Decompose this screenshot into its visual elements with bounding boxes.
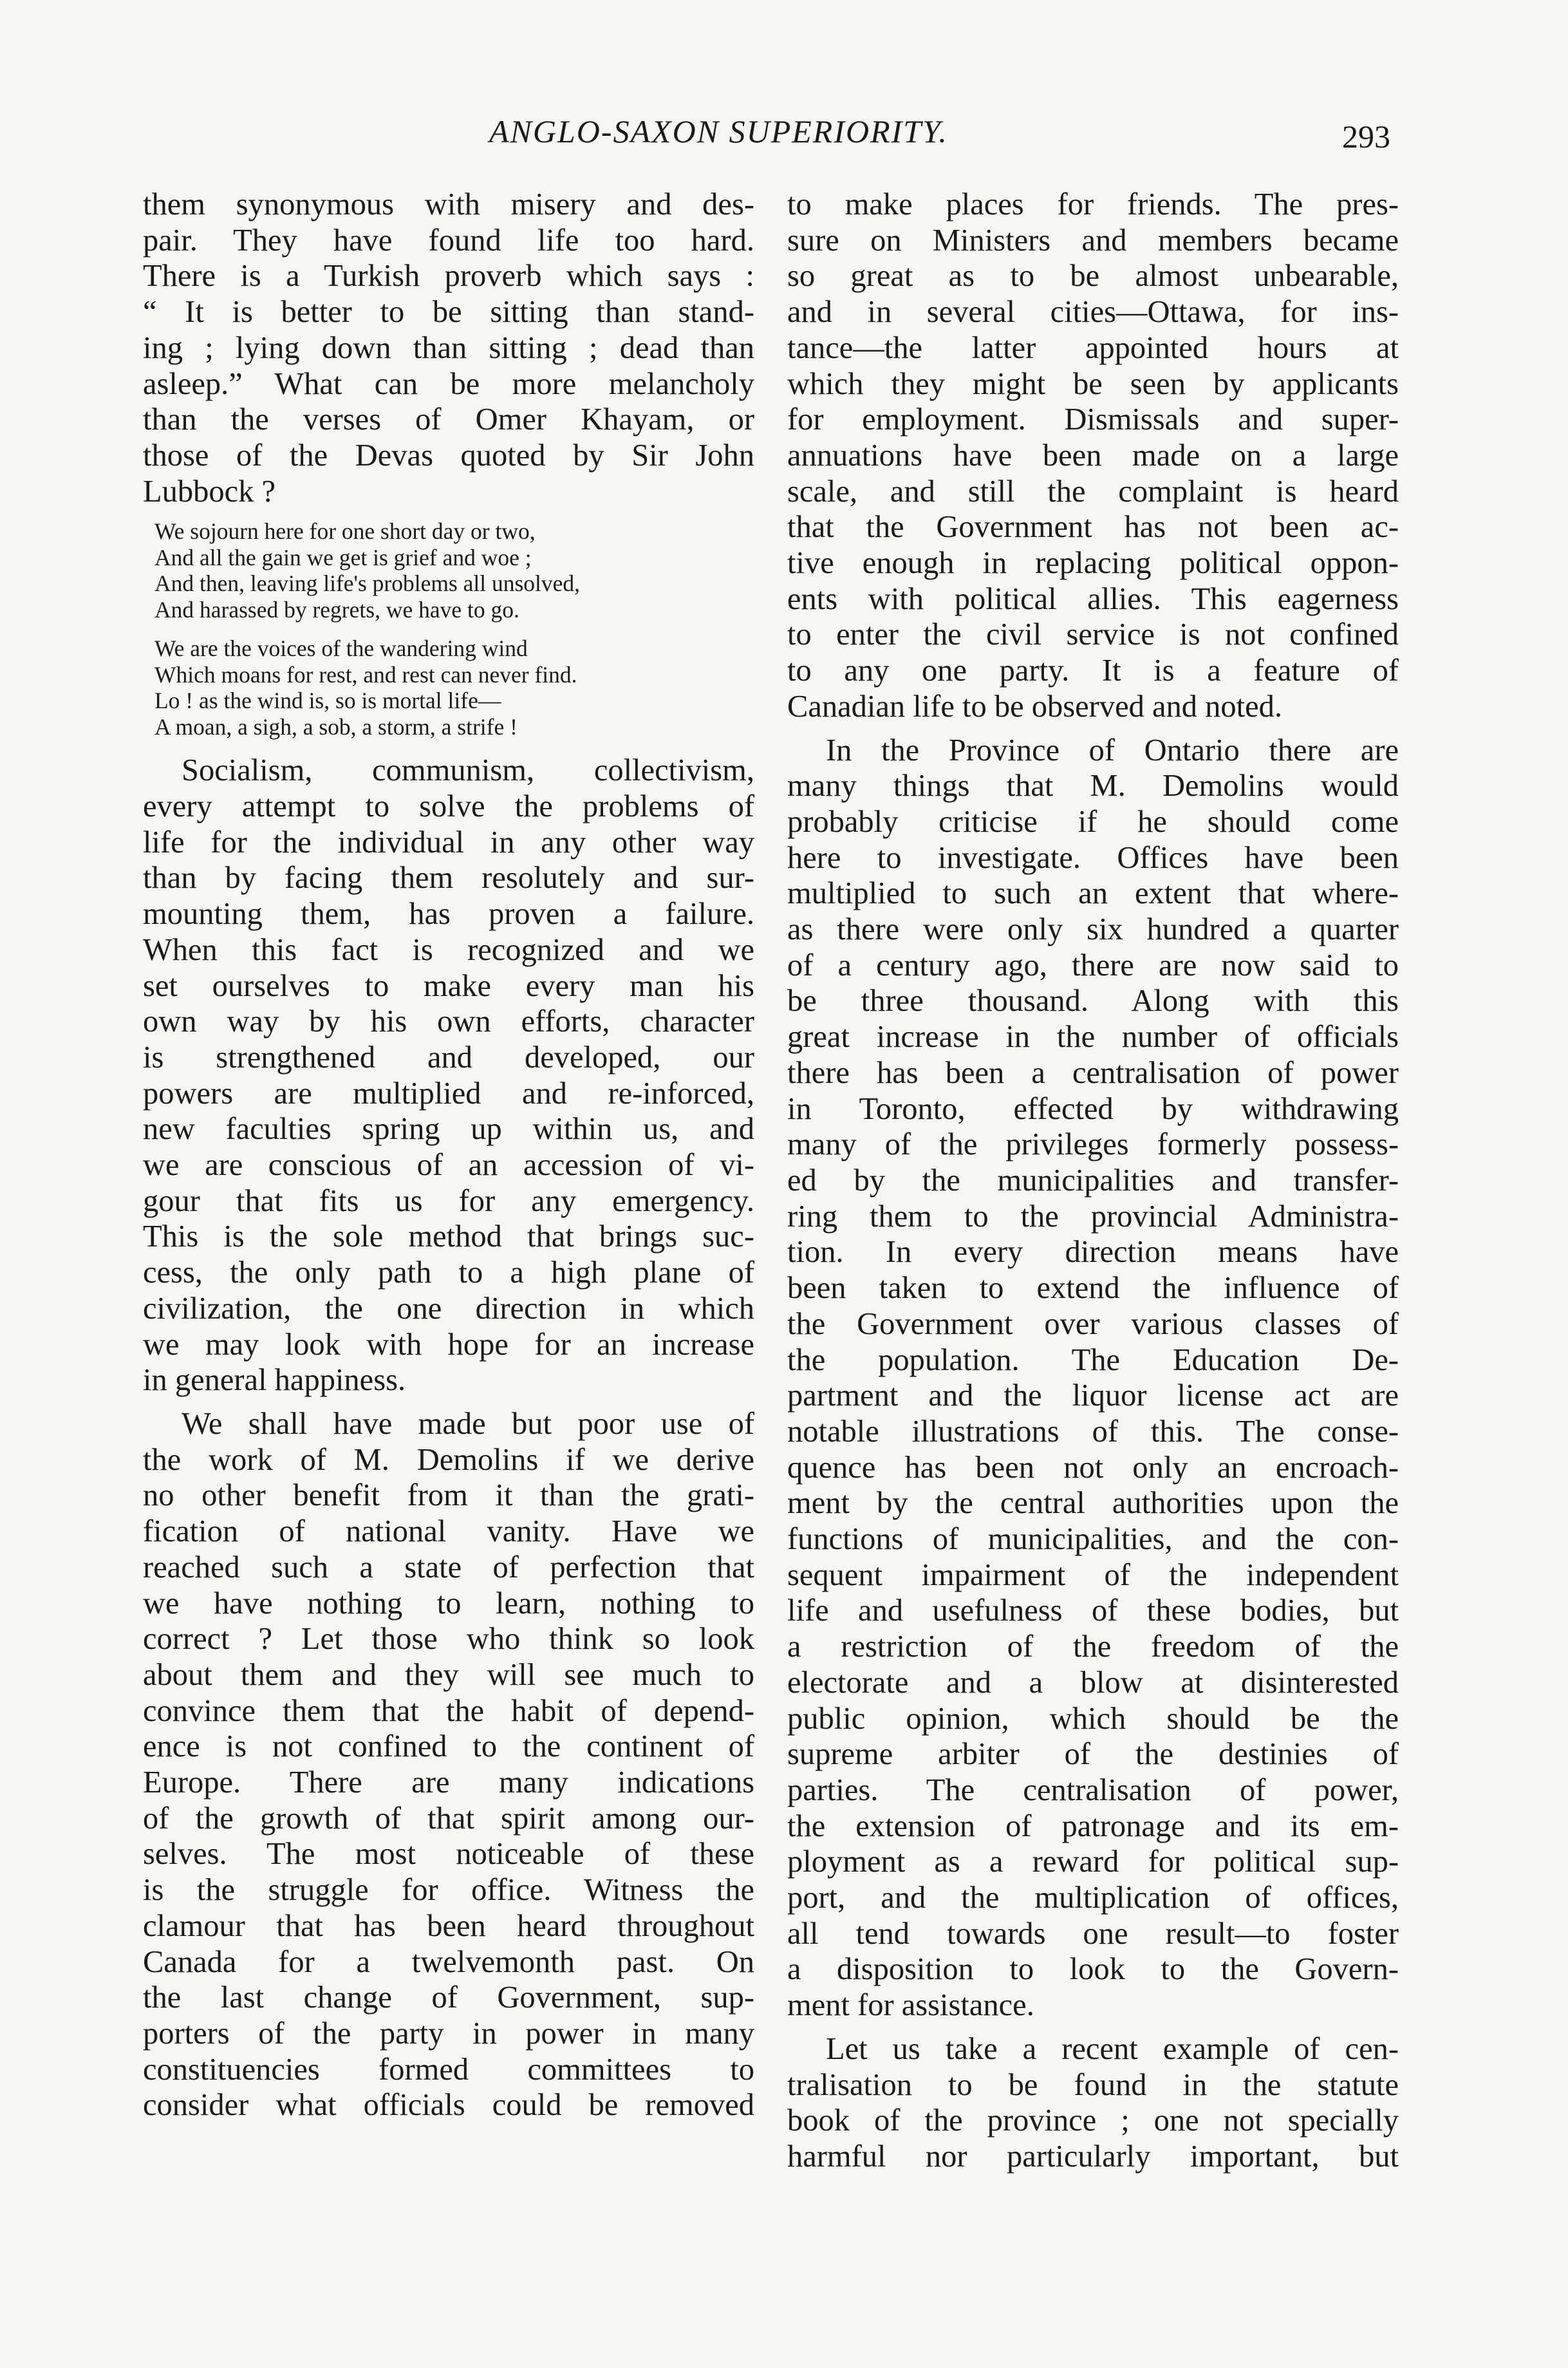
text-line: life for the individual in any other way	[143, 825, 754, 860]
text-line: When this fact is recognized and we	[143, 932, 754, 967]
verse-line: A moan, a sigh, a sob, a storm, a strife !	[154, 713, 518, 740]
page-number: 293	[1342, 118, 1390, 155]
text-line: many things that M. Demolins would	[787, 769, 1399, 803]
verse-stanza	[154, 518, 754, 623]
text-line: porters of the party in power in many	[143, 2016, 754, 2051]
text-line: the population. The Education De-	[787, 1342, 1399, 1377]
right-column	[787, 187, 1399, 2175]
text-line: ence is not confined to the continent of	[143, 1729, 754, 1764]
text-line: constituencies formed committees to	[143, 2052, 754, 2087]
paragraph	[143, 753, 754, 1398]
text-line: of the growth of that spirit among our-	[143, 1801, 754, 1836]
text-line: be three thousand. Along with this	[787, 984, 1399, 1019]
text-line: “ It is better to be sitting than stand-	[143, 295, 754, 330]
text-line: to enter the civil service is not confined	[787, 617, 1399, 652]
text-line: we have nothing to learn, nothing to	[143, 1586, 754, 1621]
text-line: pair. They have found life too hard.	[143, 223, 754, 258]
text-line: consider what officials could be removed	[143, 2088, 754, 2123]
verse-line: And all the gain we get is grief and woe ;	[154, 544, 532, 570]
text-line: gour that fits us for any emergency.	[143, 1183, 754, 1218]
text-line: Europe. There are many indications	[143, 1765, 754, 1800]
text-line: supreme arbiter of the destinies of	[787, 1737, 1399, 1772]
text-line: life and usefulness of these bodies, but	[787, 1593, 1399, 1628]
text-line: notable illustrations of this. The conse-	[787, 1414, 1399, 1449]
text-line: probably criticise if he should come	[787, 804, 1399, 839]
text-line: ment by the central authorities upon the	[787, 1486, 1399, 1521]
text-line: convince them that the habit of depend-	[143, 1693, 754, 1728]
text-line: multiplied to such an extent that where-	[787, 876, 1399, 911]
text-line: book of the province ; one not specially	[787, 2103, 1399, 2138]
text-line: mounting them, has proven a failure.	[143, 897, 754, 932]
left-column	[143, 187, 754, 2123]
text-line: In the Province of Ontario there are	[826, 733, 1399, 767]
text-line: annuations have been made on a large	[787, 438, 1399, 473]
text-line: that the Government has not been ac-	[787, 510, 1399, 545]
verse-stanza	[154, 635, 754, 740]
text-line: sequent impairment of the independent	[787, 1557, 1399, 1592]
text-line: correct ? Let those who think so look	[143, 1622, 754, 1657]
text-line: selves. The most noticeable of these	[143, 1837, 754, 1872]
text-line: electorate and a blow at disinterested	[787, 1665, 1399, 1700]
text-line: Canada for a twelvemonth past. On	[143, 1944, 754, 1979]
text-line: in Toronto, effected by withdrawing	[787, 1091, 1399, 1126]
text-line: here to investigate. Offices have been	[787, 840, 1399, 875]
text-line: as there were only six hundred a quarter	[787, 912, 1399, 947]
verse-line: Lo ! as the wind is, so is mortal life—	[154, 688, 501, 714]
text-line: ployment as a reward for political sup-	[787, 1845, 1399, 1879]
text-line: We shall have made but poor use of	[182, 1406, 754, 1441]
text-line: to make places for friends. The pres-	[787, 187, 1399, 221]
text-line: great increase in the number of officials	[787, 1020, 1399, 1055]
text-line: Lubbock ?	[143, 474, 276, 509]
text-line: a disposition to look to the Govern-	[787, 1952, 1399, 1987]
text-line: fication of national vanity. Have we	[143, 1514, 754, 1549]
text-line: all tend towards one result—to foster	[787, 1916, 1399, 1951]
text-line: in general happiness.	[143, 1363, 406, 1398]
verse-block	[154, 518, 754, 740]
text-line: port, and the multiplication of offices,	[787, 1881, 1399, 1915]
text-line: is strengthened and developed, our	[143, 1040, 754, 1075]
text-line: there has been a centralisation of power	[787, 1055, 1399, 1090]
text-line: is the struggle for office. Witness the	[143, 1873, 754, 1908]
text-line: been taken to extend the influence of	[787, 1271, 1399, 1306]
text-line: cess, the only path to a high plane of	[143, 1255, 754, 1290]
text-line: asleep.” What can be more melancholy	[143, 366, 754, 401]
text-line: tive enough in replacing political oppon-	[787, 546, 1399, 581]
text-line: partment and the liquor license act are	[787, 1378, 1399, 1413]
paragraph	[787, 187, 1399, 725]
text-line: we are conscious of an accession of vi-	[143, 1148, 754, 1183]
page-header	[129, 113, 1416, 164]
text-line: the work of M. Demolins if we derive	[143, 1442, 754, 1477]
text-line: than by facing them resolutely and sur-	[143, 861, 754, 896]
running-title: ANGLO-SAXON SUPERIORITY.	[489, 113, 948, 149]
paragraph	[787, 733, 1399, 2024]
text-line: This is the sole method that brings suc-	[143, 1219, 754, 1254]
text-line: powers are multiplied and re-inforced,	[143, 1076, 754, 1111]
text-line: Canadian life to be observed and noted.	[787, 689, 1283, 724]
text-line: the Government over various classes of	[787, 1306, 1399, 1341]
paragraph	[143, 1406, 754, 2123]
text-line: many of the privileges formerly possess-	[787, 1127, 1399, 1162]
text-line: sure on Ministers and members became	[787, 223, 1399, 258]
text-line: reached such a state of perfection that	[143, 1550, 754, 1584]
text-line: those of the Devas quoted by Sir John	[143, 438, 754, 473]
text-line: tion. In every direction means have	[787, 1235, 1399, 1270]
text-line: Let us take a recent example of cen-	[826, 2031, 1399, 2066]
text-line: own way by his own efforts, character	[143, 1004, 754, 1039]
paragraph	[143, 187, 754, 509]
verse-line: And harassed by regrets, we have to go.	[154, 596, 519, 623]
text-line: about them and they will see much to	[143, 1657, 754, 1692]
text-line: a restriction of the freedom of the	[787, 1630, 1399, 1664]
verse-line: Which moans for rest, and rest can never find.	[154, 661, 577, 688]
text-line: we may look with hope for an increase	[143, 1327, 754, 1362]
text-line: ment for assistance.	[787, 1988, 1034, 2023]
text-line: There is a Turkish proverb which says :	[143, 259, 754, 294]
text-line: harmful nor particularly important, but	[787, 2139, 1399, 2174]
text-line: the extension of patronage and its em-	[787, 1809, 1399, 1843]
text-line: functions of municipalities, and the con-	[787, 1522, 1399, 1557]
verse-line: We are the voices of the wandering wind	[154, 635, 528, 662]
text-line: public opinion, which should be the	[787, 1701, 1399, 1736]
verse-line: And then, leaving life's problems all unsolved,	[154, 570, 581, 597]
text-line: no other benefit from it than the grati-	[143, 1478, 754, 1513]
verse-line: We sojourn here for one short day or two,	[154, 518, 536, 545]
text-line: parties. The centralisation of power,	[787, 1772, 1399, 1807]
text-line: for employment. Dismissals and super-	[787, 402, 1399, 437]
text-line: ents with political allies. This eagerness	[787, 581, 1399, 616]
text-line: Socialism, communism, collectivism,	[182, 753, 754, 788]
text-line: which they might be seen by applicants	[787, 366, 1399, 401]
text-line: so great as to be almost unbearable,	[787, 259, 1399, 294]
text-line: ing ; lying down than sitting ; dead than	[143, 330, 754, 365]
text-line: civilization, the one direction in which	[143, 1291, 754, 1326]
text-line: ed by the municipalities and transfer-	[787, 1163, 1399, 1198]
text-line: tance—the latter appointed hours at	[787, 330, 1399, 365]
text-line: them synonymous with misery and des-	[143, 187, 754, 221]
text-line: scale, and still the complaint is heard	[787, 474, 1399, 509]
text-line: to any one party. It is a feature of	[787, 653, 1399, 688]
text-line: new faculties spring up within us, and	[143, 1112, 754, 1147]
text-line: tralisation to be found in the statute	[787, 2067, 1399, 2102]
text-line: ring them to the provincial Administra-	[787, 1199, 1399, 1234]
text-line: quence has been not only an encroach-	[787, 1450, 1399, 1485]
paragraph	[787, 2031, 1399, 2175]
text-line: clamour that has been heard throughout	[143, 1908, 754, 1943]
text-line: every attempt to solve the problems of	[143, 789, 754, 824]
text-line: of a century ago, there are now said to	[787, 948, 1399, 982]
text-line: than the verses of Omer Khayam, or	[143, 402, 754, 437]
text-line: set ourselves to make every man his	[143, 968, 754, 1003]
text-line: and in several cities—Ottawa, for ins-	[787, 295, 1399, 330]
text-line: the last change of Government, sup-	[143, 1980, 754, 2015]
